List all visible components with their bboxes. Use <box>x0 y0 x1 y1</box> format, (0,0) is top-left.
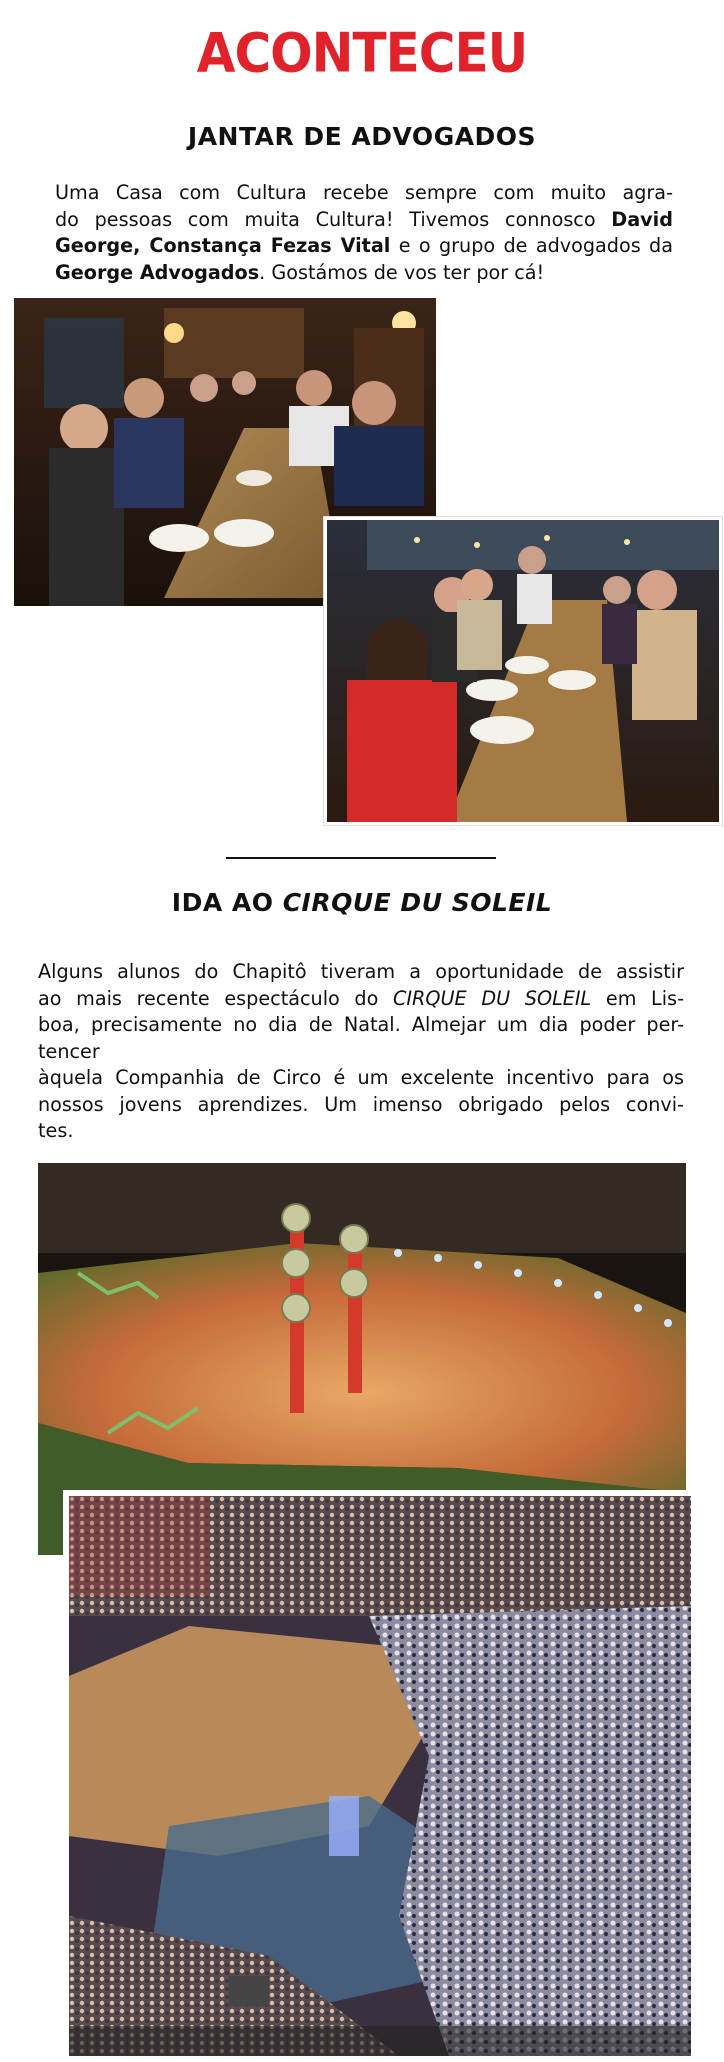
paragraph-line <box>38 1118 684 1145</box>
text-run: ao mais recente espectáculo do <box>38 986 393 1010</box>
text-run: e o grupo de advogados da <box>390 234 673 257</box>
italic-text: CIRQUE DU SOLEIL <box>393 986 592 1010</box>
text-run: em Lis- <box>591 986 685 1010</box>
bold-text: David <box>611 207 673 231</box>
text-run: àquela Companhia de Circo é um excelente incentivo para os <box>38 1066 684 1089</box>
paragraph-line <box>55 180 673 207</box>
dinner-paragraph <box>55 180 673 286</box>
paragraph-line <box>38 1065 684 1092</box>
section-heading-circus: IDA AO CIRQUE DU SOLEIL <box>171 888 553 917</box>
text-run: Uma Casa com Cultura recebe sempre com muito agra- <box>55 181 673 204</box>
text-run: tencer <box>38 1039 100 1063</box>
paragraph-line <box>38 959 684 986</box>
paragraph-line <box>38 986 684 1013</box>
text-run: nossos jovens aprendizes. Um imenso obrigado pelos convi- <box>38 1092 684 1116</box>
circus-audience-photo <box>63 1490 697 2062</box>
paragraph-line <box>38 1039 684 1066</box>
dinner-photo-2 <box>324 517 722 825</box>
paragraph-line <box>55 233 673 260</box>
text-run: boa, precisamente no dia de Natal. Almejar um dia poder per- <box>38 1013 684 1036</box>
paragraph-line <box>38 1012 684 1039</box>
text-run: . Gostámos de vos ter por cá! <box>259 260 545 284</box>
bold-text: George Advogados <box>55 260 260 284</box>
text-run: do pessoas com muita Cultura! Tivemos connosco <box>55 207 612 231</box>
text-run: tes. <box>38 1119 74 1142</box>
section-heading-dinner: JANTAR DE ADVOGADOS <box>187 122 537 151</box>
circus-paragraph <box>38 959 684 1145</box>
page-title: ACONTECEU <box>196 21 528 85</box>
paragraph-line <box>55 207 673 234</box>
section-divider <box>226 857 496 859</box>
text-run: Alguns alunos do Chapitô tiveram a oportunidade de assistir <box>38 960 684 983</box>
paragraph-line <box>38 1092 684 1119</box>
paragraph-line <box>55 260 673 287</box>
bold-text: George, Constança Fezas Vital <box>55 234 391 257</box>
